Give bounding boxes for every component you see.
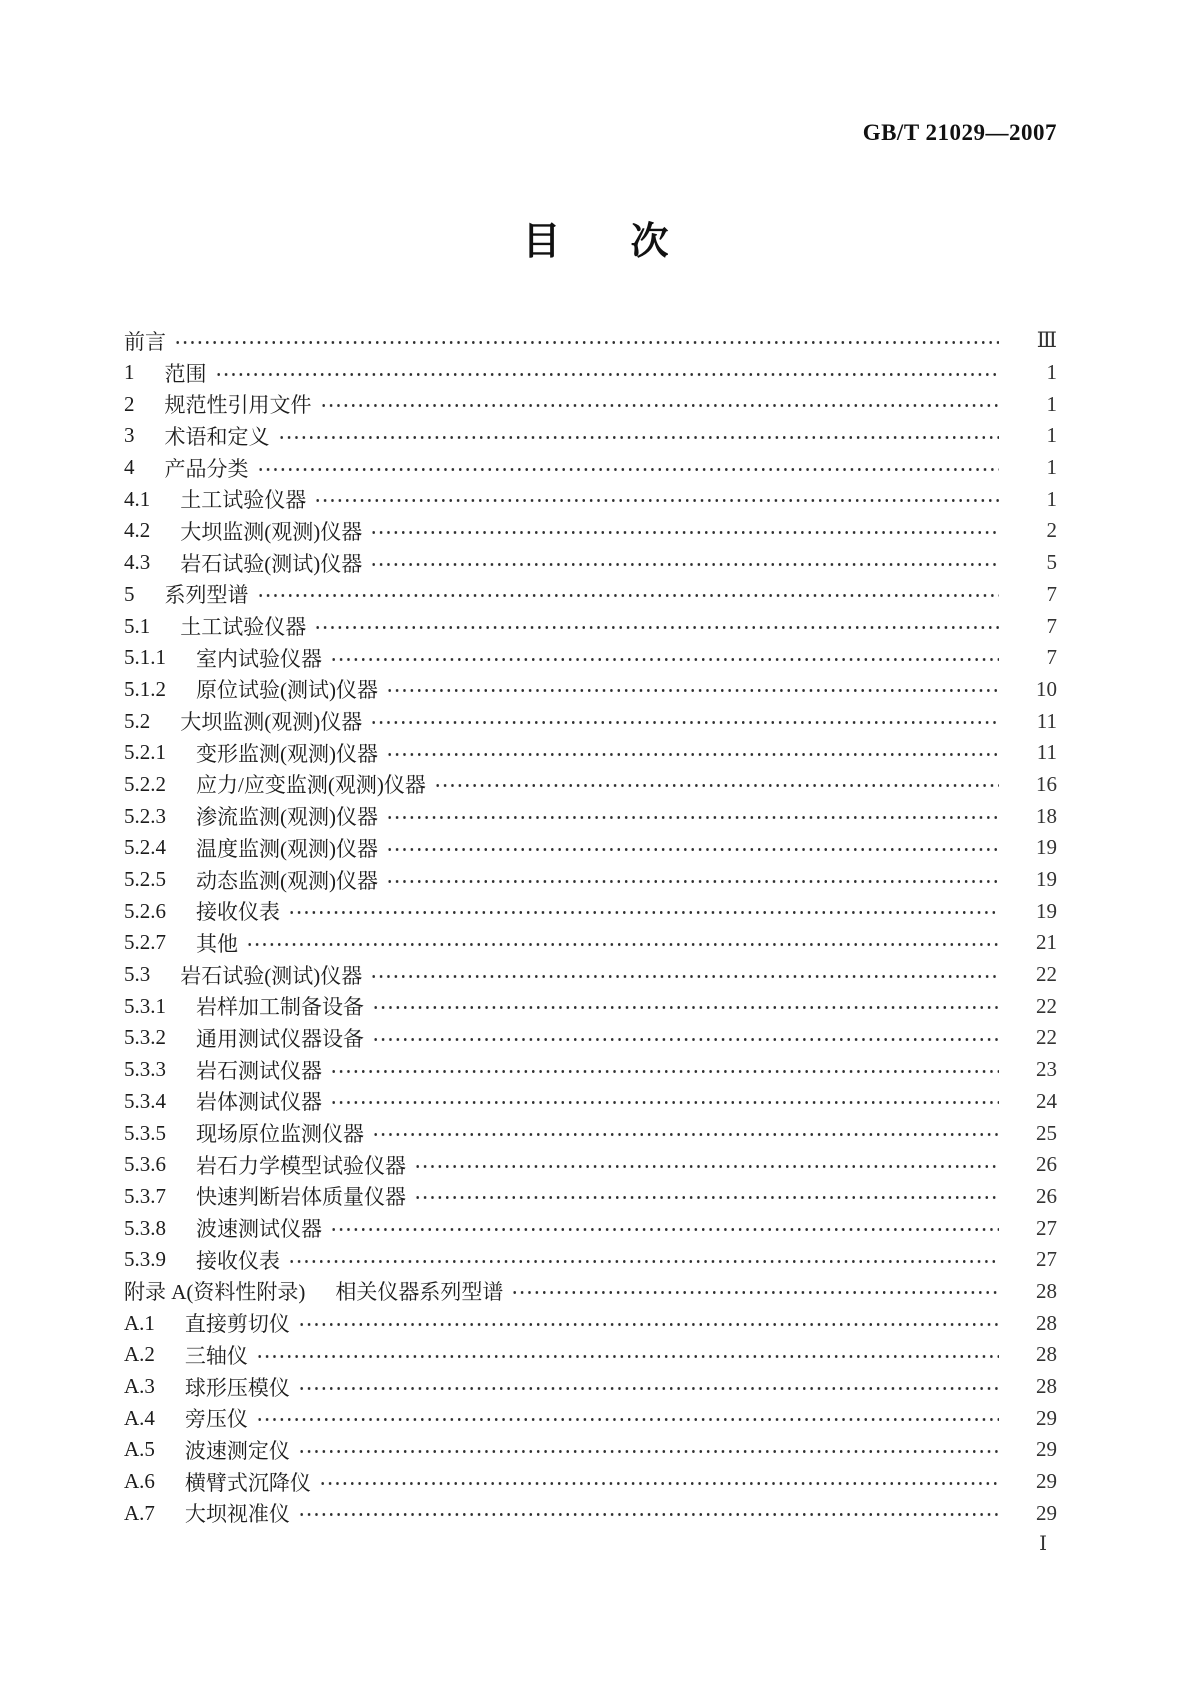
toc-entry: [124, 1212, 1057, 1244]
toc-entry: [124, 1497, 1057, 1529]
toc-entry: [124, 579, 1057, 611]
toc-entry: [124, 1371, 1057, 1403]
toc-entry: [124, 1054, 1057, 1086]
footer-page-number: Ⅰ: [1039, 1533, 1047, 1555]
toc-entry-label: 岩石测试仪器: [196, 1058, 322, 1083]
toc-entry-number: 1: [124, 360, 135, 385]
toc-entry-number: 5.3.3: [124, 1057, 166, 1082]
toc-entry-page: 7: [1046, 581, 1057, 606]
toc-entry: [124, 832, 1057, 864]
toc-entry-label: 术语和定义: [164, 424, 270, 449]
toc-entry-page: 1: [1046, 486, 1057, 511]
toc-entry: [124, 388, 1057, 420]
toc-entry-label: 范围: [164, 361, 207, 386]
dot-leader: [330, 1070, 999, 1073]
toc-entry-page: 23: [1036, 1057, 1057, 1082]
dot-leader: [288, 911, 999, 914]
toc-entry-label: 大坝监测(观测)仪器: [180, 710, 363, 735]
toc-entry: [124, 547, 1057, 579]
toc-entry: [124, 959, 1057, 991]
dot-leader: [386, 689, 999, 692]
toc-entry-label: 系列型谱: [164, 583, 249, 608]
dot-leader: [256, 1355, 999, 1358]
dot-leader: [320, 404, 1000, 407]
toc-entry: [124, 1149, 1057, 1181]
toc-entry-number: 5.3.9: [124, 1247, 166, 1272]
toc-entry-label: 土工试验仪器: [180, 488, 307, 513]
toc-entry-page: 1: [1046, 391, 1057, 416]
toc-entry-number: A.5: [124, 1437, 155, 1462]
toc-entry-label: 接收仪表: [196, 900, 280, 925]
toc-entry-number: A.2: [124, 1342, 155, 1367]
toc-entry: [124, 990, 1057, 1022]
standard-number-header: GB/T 21029—2007: [862, 120, 1057, 145]
title-char-first: 目: [522, 221, 561, 263]
toc-entry: [124, 357, 1057, 389]
toc-entry: [124, 1434, 1057, 1466]
toc-entry-page: 2: [1046, 518, 1057, 543]
toc-entry: [124, 1276, 1057, 1308]
toc-entry-label: 岩体测试仪器: [196, 1090, 322, 1115]
toc-entry: [124, 737, 1057, 769]
toc-entry-page: 11: [1036, 708, 1057, 733]
toc-entry: [124, 769, 1057, 801]
dot-leader: [414, 1165, 999, 1168]
toc-entry-number: 4.3: [124, 550, 151, 575]
toc-entry-label: 岩样加工制备设备: [196, 995, 364, 1020]
toc-entry-page: 29: [1036, 1469, 1057, 1494]
dot-leader: [246, 943, 999, 946]
toc-entry: [124, 800, 1057, 832]
toc-entry: [124, 515, 1057, 547]
toc-entry: [124, 895, 1057, 927]
toc-entry-number: 5: [124, 581, 135, 606]
toc-entry-page: 7: [1046, 645, 1057, 670]
toc-entry-label: 现场原位监测仪器: [196, 1122, 364, 1147]
dot-leader: [386, 848, 999, 851]
dot-leader: [434, 784, 999, 787]
toc-entry-number: 5.1: [124, 613, 151, 638]
dot-leader: [511, 1291, 999, 1294]
dot-leader: [372, 1133, 999, 1136]
toc-entry: [124, 610, 1057, 642]
toc-entry: [124, 1339, 1057, 1371]
toc-entry: [124, 1466, 1057, 1498]
toc-entry-page: 19: [1036, 835, 1057, 860]
toc-entry-label: 应力/应变监测(观测)仪器: [196, 773, 426, 798]
toc-entry: [124, 325, 1057, 357]
toc-entry-page: 29: [1036, 1500, 1057, 1525]
toc-entry: [124, 705, 1057, 737]
toc-entry-page: 27: [1036, 1247, 1057, 1272]
dot-leader: [386, 880, 999, 883]
toc-entry-page: 7: [1046, 613, 1057, 638]
toc-entry-number: 5.2.7: [124, 930, 166, 955]
toc-entry: [124, 1086, 1057, 1118]
toc-entry-label: 产品分类: [164, 456, 249, 481]
toc-entry-number: 2: [124, 391, 135, 416]
toc-entry-page: 5: [1046, 550, 1057, 575]
toc-entry-label: 岩石试验(测试)仪器: [180, 551, 363, 576]
toc-entry-number: 5.2.6: [124, 898, 166, 923]
dot-leader: [278, 436, 1000, 439]
toc-entry-page: 21: [1036, 930, 1057, 955]
toc-entry-label: 大坝视准仪: [184, 1502, 290, 1527]
dot-leader: [256, 1418, 999, 1421]
title-char-second: 次: [630, 221, 669, 263]
toc-entry-number: 5.3.6: [124, 1152, 166, 1177]
toc-entry-label: 快速判断岩体质量仪器: [196, 1185, 406, 1210]
toc-entry-page: 1: [1046, 360, 1057, 385]
toc-entry-page: 26: [1036, 1152, 1057, 1177]
toc-entry: [124, 927, 1057, 959]
dot-leader: [330, 1101, 999, 1104]
dot-leader: [298, 1450, 999, 1453]
toc-entry-page: 27: [1036, 1215, 1057, 1240]
toc-entry-number: 5.2.2: [124, 771, 166, 796]
toc-entry-number: A.6: [124, 1469, 155, 1494]
toc-entry-label: 动态监测(观测)仪器: [196, 868, 378, 893]
toc-entry: [124, 642, 1057, 674]
toc-entry-label: 横臂式沉降仪: [184, 1470, 311, 1495]
dot-leader: [372, 1006, 999, 1009]
toc-entry-page: 24: [1036, 1088, 1057, 1113]
toc-entry: [124, 1244, 1057, 1276]
toc-entry-label: 原位试验(测试)仪器: [196, 678, 378, 703]
toc-entry-page: 29: [1036, 1405, 1057, 1430]
toc-entry-page: 10: [1036, 676, 1057, 701]
dot-leader: [372, 1038, 999, 1041]
toc-entry: [124, 1022, 1057, 1054]
toc-entry-page: Ⅲ: [1036, 328, 1057, 353]
toc-entry-label: 波速测试仪器: [196, 1217, 322, 1242]
toc-entry-number: 5.3.1: [124, 993, 166, 1018]
dot-leader: [215, 373, 1000, 376]
toc-entry-number: 5.1.2: [124, 676, 166, 701]
toc-entry-number: 4: [124, 455, 135, 480]
table-of-contents: [124, 325, 1057, 1529]
toc-entry-page: 28: [1036, 1342, 1057, 1367]
page-title: [0, 222, 1191, 264]
toc-entry-number: 5.2: [124, 708, 151, 733]
toc-entry-label: 其他: [196, 931, 238, 956]
toc-entry-number: 5.3.4: [124, 1088, 166, 1113]
toc-entry-page: 1: [1046, 423, 1057, 448]
toc-entry-page: 22: [1036, 1025, 1057, 1050]
toc-entry-label: 变形监测(观测)仪器: [196, 741, 378, 766]
dot-leader: [314, 499, 999, 502]
dot-leader: [288, 1260, 999, 1263]
dot-leader: [174, 341, 999, 344]
dot-leader: [386, 816, 999, 819]
toc-entry-number: 4.2: [124, 518, 151, 543]
dot-leader: [314, 626, 999, 629]
toc-entry: [124, 1117, 1057, 1149]
toc-entry-label: 三轴仪: [184, 1343, 248, 1368]
toc-entry-number: 4.1: [124, 486, 151, 511]
toc-entry-number: 5.2.5: [124, 867, 166, 892]
dot-leader: [298, 1387, 999, 1390]
dot-leader: [386, 753, 999, 756]
toc-entry-label: 接收仪表: [196, 1248, 280, 1273]
dot-leader: [414, 1196, 999, 1199]
dot-leader: [319, 1482, 999, 1485]
toc-entry-number: 5.1.1: [124, 645, 166, 670]
toc-entry-page: 11: [1036, 740, 1057, 765]
dot-leader: [330, 658, 999, 661]
toc-entry-page: 19: [1036, 867, 1057, 892]
toc-entry-number: A.1: [124, 1310, 155, 1335]
toc-entry-page: 19: [1036, 898, 1057, 923]
dot-leader: [298, 1513, 999, 1516]
toc-entry-label: 球形压模仪: [184, 1375, 290, 1400]
toc-entry: [124, 1181, 1057, 1213]
toc-entry-label: 大坝监测(观测)仪器: [180, 519, 363, 544]
toc-entry-number: A.7: [124, 1500, 155, 1525]
toc-entry-number: 5.2.4: [124, 835, 166, 860]
toc-entry-number: 5.3.8: [124, 1215, 166, 1240]
toc-entry: [124, 483, 1057, 515]
toc-entry: [124, 452, 1057, 484]
toc-entry-label: 直接剪切仪: [184, 1312, 290, 1337]
toc-entry: [124, 1402, 1057, 1434]
toc-entry: [124, 420, 1057, 452]
toc-entry-label: 旁压仪: [184, 1407, 248, 1432]
toc-entry-page: 16: [1036, 771, 1057, 796]
toc-entry-number: 附录 A(资料性附录): [124, 1280, 306, 1305]
toc-entry-number: 5.3.2: [124, 1025, 166, 1050]
toc-entry-page: 1: [1046, 455, 1057, 480]
toc-entry-number: 5.2.1: [124, 740, 166, 765]
toc-entry-label: 土工试验仪器: [180, 615, 307, 640]
toc-entry-page: 26: [1036, 1183, 1057, 1208]
toc-entry-number: 5.2.3: [124, 803, 166, 828]
toc-entry-number: A.4: [124, 1405, 155, 1430]
toc-entry-page: 28: [1036, 1374, 1057, 1399]
toc-entry-page: 28: [1036, 1278, 1057, 1303]
toc-entry-label: 室内试验仪器: [196, 646, 322, 671]
dot-leader: [370, 563, 999, 566]
toc-entry: [124, 1307, 1057, 1339]
toc-entry-label: 波速测定仪: [184, 1438, 290, 1463]
toc-entry-label: 渗流监测(观测)仪器: [196, 805, 378, 830]
toc-entry-number: A.3: [124, 1374, 155, 1399]
toc-entry-label: 岩石试验(测试)仪器: [180, 963, 363, 988]
toc-entry-number: 5.3.5: [124, 1120, 166, 1145]
toc-entry-number: 5.3: [124, 962, 151, 987]
toc-entry: [124, 674, 1057, 706]
toc-entry-label: 通用测试仪器设备: [196, 1026, 364, 1051]
dot-leader: [257, 594, 1000, 597]
toc-entry-label: 前言: [124, 329, 166, 354]
dot-leader: [257, 468, 1000, 471]
toc-entry-label: 温度监测(观测)仪器: [196, 836, 378, 861]
toc-entry-page: 22: [1036, 993, 1057, 1018]
toc-entry-number: 3: [124, 423, 135, 448]
toc-entry-label: 规范性引用文件: [164, 393, 312, 418]
toc-entry-number: 5.3.7: [124, 1183, 166, 1208]
toc-entry-page: 28: [1036, 1310, 1057, 1335]
toc-entry-page: 25: [1036, 1120, 1057, 1145]
dot-leader: [298, 1323, 999, 1326]
dot-leader: [330, 1228, 999, 1231]
dot-leader: [370, 975, 999, 978]
toc-entry-label: 相关仪器系列型谱: [335, 1280, 504, 1305]
dot-leader: [370, 531, 999, 534]
toc-entry-label: 岩石力学模型试验仪器: [196, 1153, 406, 1178]
toc-entry-page: 29: [1036, 1437, 1057, 1462]
toc-entry-page: 22: [1036, 962, 1057, 987]
toc-entry-page: 18: [1036, 803, 1057, 828]
dot-leader: [370, 721, 999, 724]
toc-entry: [124, 864, 1057, 896]
